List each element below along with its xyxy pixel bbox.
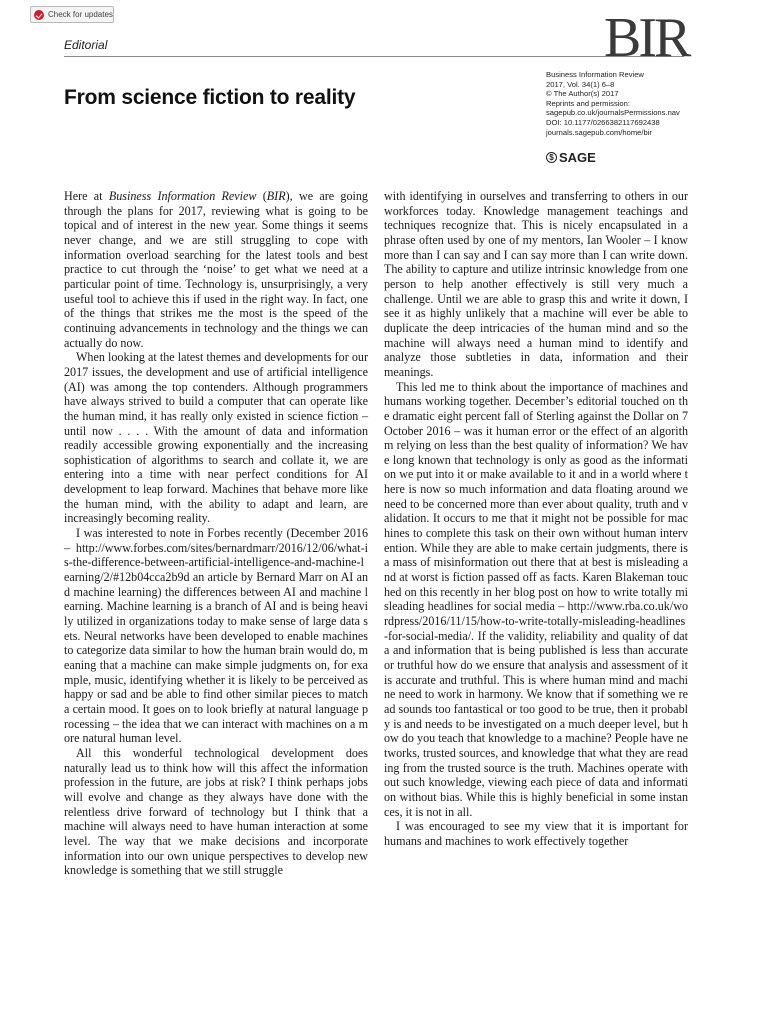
paragraph-3: I was interested to note in Forbes recently (December 2016 – http://www.forbes.com/sites/bernardmarr/2016/12/06/what-is-the-difference-between-artificial-intelligence-and-machine-learning/2/#12b04cca2b9d an article by Bernard Marr on AI and machine learning) the differences between AI and machine learning. Machine learning is a branch of AI and is being heavily utilized in organizations today to make sense of large data sets. Neural networks have been developed to enable machines to categorize data similar to how the human brain would do, meaning that a machine can make simple judgments on, for example, music, identifying whether it is likely to be perceived as happy or sad and be able to find other similar pieces to match a certain mood. It goes on to look briefly at natural language processing – the idea that we can interact with machines on a more natural human level. [64,526,368,746]
sage-icon: $ [546,152,557,163]
paragraph-1: Here at Business Information Review (BIR), we are going through the plans for 2017, reviewing what is going to be topical and of interest in the new year. Some things it seems never change, and we are still struggling to cope with information overload searching for the latest tools and best practice to cut through the ‘noise’ to get what we need at a particular point of time. Technology is, unsurprisingly, a very useful tool to achieve this if used in the right way. In fact, one of the things that strikes me the most is the speed of the continuing advancements in technology and the things we can actually do now. [64,189,368,350]
publisher-name: SAGE [559,150,596,165]
doi[interactable]: DOI: 10.1177/0266382117692438 [546,117,660,127]
permissions-link[interactable]: sagepub.co.uk/journalsPermissions.nav [546,108,680,118]
journal-link[interactable]: journals.sagepub.com/home/bir [546,127,652,137]
journal-name: Business Information Review [546,70,644,79]
header-divider [64,56,684,57]
copyright: © The Author(s) 2017 [546,89,619,99]
paragraph-4: All this wonderful technological development does naturally lead us to think how will this affect the information profession in the future, are jobs at risk? I think perhaps jobs will evolve and change as they always have done with the relentless drive forward of technology but I think that a machine will always need to have human interaction at some level. The way that we make decisions and incorporate information into our own unique perspectives to develop new knowledge is something that we still struggle [64,745,368,878]
article-title: From science fiction to reality [64,86,356,109]
check-updates-label: Check for updates [48,10,113,19]
check-updates-icon [34,10,44,20]
paragraph-2: When looking at the latest themes and developments for our 2017 issues, the development and use of artificial intelligence (AI) was among the top contenders. Although programmers have always strived to build a computer that can operate like the human mind, it has really only existed in science fiction – until now . . . . With the amount of data and information readily accessible growing exponentially and the increasing sophistication of algorithms to search and collate it, we are entering into a time with near perfect conditions for AI development to leap forward. Machines that behave more like the human mind, with the ability to adapt and learn, are increasingly becoming reality. [64,350,368,526]
volume-info: 2017, Vol. 34(1) 6–8 [546,79,615,89]
journal-logo: BIR [604,7,689,69]
publisher-logo [546,150,596,165]
text-column-left [64,189,368,878]
paragraph-6: This led me to think about the importance of machines and humans working together. December’s editorial touched on the dramatic eight percent fall of Sterling against the Dollar on 7 October 2016 – was it human error or the effect of an algorithm relying on less than the best quality of information? We have long known that technology is only as good as the information we put into it or make available to it and in a world where there is now so much information and data floating around we need to be concerned more than ever about quality, truth and validation. It occurs to me that it might not be possible for machines to complete this task on their own without human intervention. While they are able to make certain judgments, there is a mass of misinformation out there that at best is misleading and at worst is fiction passed off as facts. Karen Blakeman touched on this recently in her blog post on how to write totally misleading headlines for social media – http://www.rba.co.uk/wordpress/2016/11/15/how-to-write-totally-misleading-headlines-for-social-media/. If the validity, reliability and quality of data and information that is being published is less than accurate or truthful how do we ensure that analysis and assessment of it is accurate and truthful. This is where human mind and machine need to work in harmony. We know that if something we read sounds too fantastical or too good to be true, then it probably is and needs to be investigated on a much deeper level, but how do you teach that knowledge to a machine? People have networks, trusted sources, and knowledge that what they are reading from the trusted source is the truth. Machines operate without such knowledge, viewing each piece of data and information without bias. While this is highly beneficial in some instances, it is not in all. [384,379,688,819]
article-metadata [546,70,680,137]
check-for-updates-badge[interactable] [30,6,114,23]
paragraph-7: I was encouraged to see my view that it is important for humans and machines to work effectively together [384,819,688,848]
text-column-right [384,189,688,849]
reprints-label: Reprints and permission: [546,98,630,108]
section-label: Editorial [64,38,108,52]
paragraph-5: with identifying in ourselves and transferring to others in our workforces today. Knowledge management teachings and techniques recognize that. This is nicely encapsulated in a phrase often used by one of my mentors, Ian Wooler – I know more than I can say and I can say more than I can write down. The ability to capture and utilize intrinsic knowledge from one person to help another effectively is still very much a challenge. Until we are able to grasp this and write it down, I see it as highly unlikely that a machine will ever be able to duplicate the deep intricacies of the human mind and so the machine will always need a human mind to identify and analyze those subtleties in data, information and their meanings. [384,189,688,379]
